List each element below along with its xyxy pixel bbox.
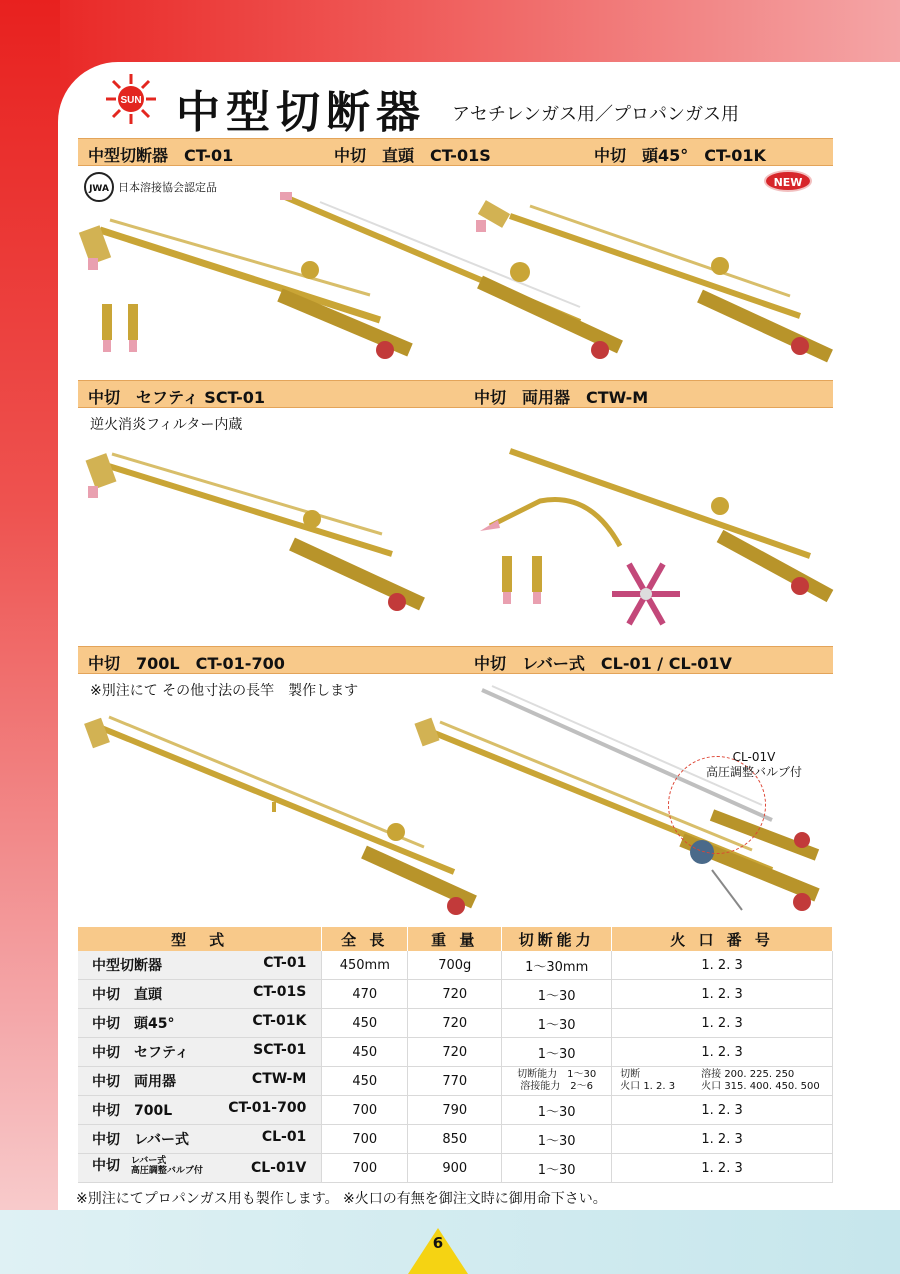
row-weight: 790	[408, 1096, 502, 1125]
row-tips: 1. 2. 3	[612, 1038, 833, 1067]
tips-weld-values: 200. 225. 250	[724, 1069, 795, 1080]
tips-cut-fire-label: 火口	[620, 1081, 641, 1092]
row-capacity: 1〜30mm	[502, 951, 612, 980]
row-length: 470	[322, 980, 408, 1009]
jwa-certification-text: 日本溶接協会認定品	[118, 181, 217, 194]
torch-ctwm-image	[480, 436, 840, 636]
torch-ct01k-image	[470, 196, 840, 376]
row-length: 700	[322, 1096, 408, 1125]
row-name: 中切 セフティ SCT-01	[78, 1038, 322, 1067]
row-model: CL-01V	[250, 1160, 307, 1176]
row-name: 中切 両用器 CTW-M	[78, 1067, 322, 1096]
row-tips: 1. 2. 3	[612, 951, 833, 980]
cl01v-callout	[706, 750, 802, 780]
torch-sct01-image	[82, 444, 432, 624]
row-length: 450	[322, 1009, 408, 1038]
row-tips: 1. 2. 3	[612, 1125, 833, 1154]
row-length: 450	[322, 1038, 408, 1067]
row-tips: 1. 2. 3	[612, 980, 833, 1009]
row-capacity	[502, 1067, 612, 1096]
row-model: SCT-01	[253, 1042, 307, 1058]
row-weight: 770	[408, 1067, 502, 1096]
table-row	[78, 951, 833, 980]
row-tips: 1. 2. 3	[612, 1154, 833, 1183]
row-capacity: 1〜30	[502, 1038, 612, 1067]
row-model: CTW-M	[251, 1071, 307, 1087]
row-capacity: 1〜30	[502, 1096, 612, 1125]
product-band-1	[78, 138, 833, 166]
table-header-row	[78, 927, 833, 951]
tips-weld-label: 溶接	[701, 1069, 722, 1080]
table-row	[78, 1038, 833, 1067]
tips-cut-label: 切断	[620, 1069, 641, 1080]
row-length: 700	[322, 1125, 408, 1154]
side-decoration	[0, 0, 60, 1274]
header-capacity: 切断能力	[502, 927, 612, 951]
table-row	[78, 1009, 833, 1038]
row-tips: 1. 2. 3	[612, 1009, 833, 1038]
spare-tips-image	[96, 300, 156, 360]
row-model: CT-01-700	[228, 1100, 307, 1116]
header-length: 全 長	[322, 927, 408, 951]
row-name: 中切 レバー式 高圧調整バルブ付 CL-01V	[78, 1154, 322, 1183]
row-tips: 1. 2. 3	[612, 1096, 833, 1125]
row-length: 450	[322, 1067, 408, 1096]
spec-table	[78, 927, 833, 1183]
table-row	[78, 1154, 833, 1183]
product-band-2	[78, 380, 833, 408]
row-weight: 720	[408, 1038, 502, 1067]
row-name: 中切 頭45° CT-01K	[78, 1009, 322, 1038]
page-title: 中型切断器	[176, 87, 426, 138]
name-small-1: レバー式	[130, 1156, 167, 1166]
long-rod-note: ※別注にて その他寸法の長竿 製作します	[90, 683, 359, 699]
row-capacity: 1〜30	[502, 1009, 612, 1038]
band-label-ctwm: 中切 両用器 CTW-M	[474, 388, 649, 407]
row-name: 中型切断器 CT-01	[78, 951, 322, 980]
callout-model: CL-01V	[732, 750, 776, 764]
header-tips: 火 口 番 号	[612, 927, 833, 951]
band-label-ct01: 中型切断器 CT-01	[88, 146, 234, 165]
row-weight: 720	[408, 980, 502, 1009]
row-name: 中切 直頭 CT-01S	[78, 980, 322, 1009]
row-weight: 700g	[408, 951, 502, 980]
row-model: CT-01S	[253, 984, 307, 1000]
header-model: 型 式	[78, 927, 322, 951]
tips-fire-label: 火口	[701, 1081, 722, 1092]
table-row	[78, 1067, 833, 1096]
row-capacity: 1〜30	[502, 980, 612, 1009]
table-row	[78, 1096, 833, 1125]
row-model: CT-01	[263, 955, 307, 971]
row-model: CT-01K	[252, 1013, 307, 1029]
callout-desc: 高圧調整バルブ付	[706, 765, 803, 779]
page-number: 6	[432, 1234, 444, 1252]
name-small-2: 高圧調整バルブ付	[130, 1166, 203, 1176]
row-capacity: 1〜30	[502, 1125, 612, 1154]
band-label-ct01s: 中切 直頭 CT-01S	[334, 146, 491, 165]
tips-cut-values: 1. 2. 3	[643, 1081, 676, 1092]
table-row	[78, 1125, 833, 1154]
row-weight: 850	[408, 1125, 502, 1154]
page-subtitle: アセチレンガス用／プロパンガス用	[452, 104, 740, 125]
jwa-logo: JWA	[84, 172, 114, 202]
row-length: 700	[322, 1154, 408, 1183]
band-label-ct01-700: 中切 700L CT-01-700	[88, 654, 285, 673]
logo-text: SUN	[120, 95, 142, 106]
band-label-sct01: 中切 セフティ SCT-01	[88, 388, 266, 407]
row-model: CL-01	[261, 1129, 307, 1145]
tips-fire-values: 315. 400. 450. 500	[724, 1081, 820, 1092]
new-badge: NEW	[764, 170, 812, 192]
sun-logo-icon	[106, 74, 156, 124]
footnote: ※別注にてプロパンガス用も製作します。 ※火口の有無を御注文時に御用命下さい。	[76, 1191, 607, 1207]
row-weight: 720	[408, 1009, 502, 1038]
product-band-3	[78, 646, 833, 674]
row-weight: 900	[408, 1154, 502, 1183]
row-tips	[612, 1067, 833, 1096]
capacity-cut: 切断能力 1〜30	[517, 1069, 597, 1080]
table-row	[78, 980, 833, 1009]
header-weight: 重 量	[408, 927, 502, 951]
capacity-weld: 溶接能力 2〜6	[520, 1081, 594, 1092]
row-length: 450mm	[322, 951, 408, 980]
band-label-cl01: 中切 レバー式 CL-01 / CL-01V	[474, 654, 732, 673]
band-label-ct01k: 中切 頭45° CT-01K	[594, 146, 766, 165]
safety-note: 逆火消炎フィルター内蔵	[90, 417, 243, 433]
row-capacity: 1〜30	[502, 1154, 612, 1183]
row-name: 中切 レバー式 CL-01	[78, 1125, 322, 1154]
row-name: 中切 700L CT-01-700	[78, 1096, 322, 1125]
